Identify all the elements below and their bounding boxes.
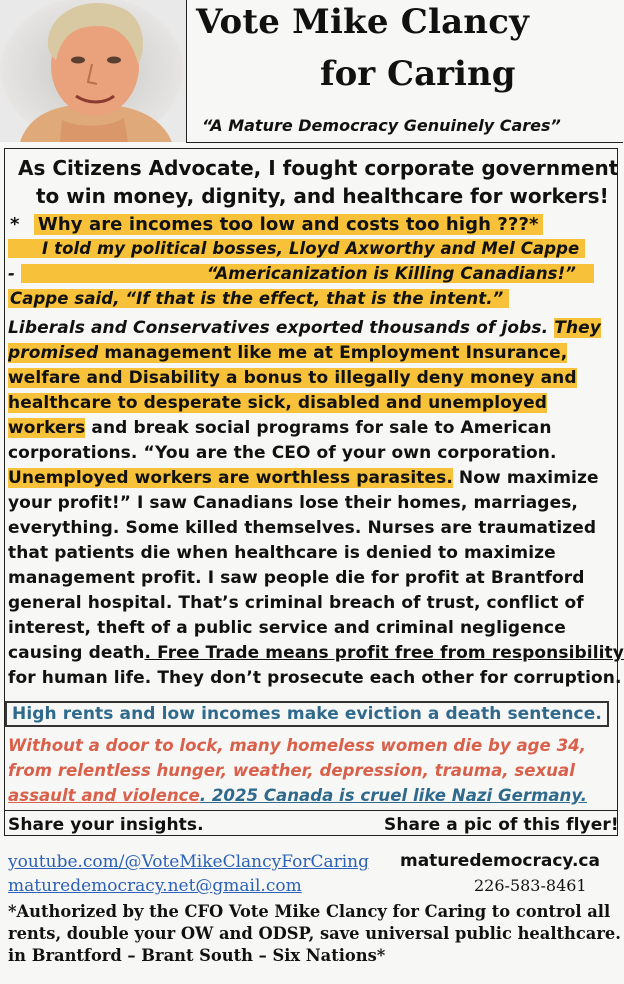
para-highlight: management like me at Employment Insurance, — [98, 343, 568, 363]
para-line-10: that patients die when healthcare is denied to maximize — [8, 543, 556, 563]
phone: 226-583-8461 — [474, 876, 587, 895]
para-highlight: Unemployed workers are worthless parasites. — [8, 468, 453, 488]
para-line-5 — [8, 418, 552, 438]
para-text: causing death — [8, 643, 145, 663]
dash: - — [8, 264, 15, 283]
slogan: “A Mature Democracy Genuinely Cares” — [202, 116, 561, 135]
title-line-2: for Caring — [320, 54, 516, 94]
para-underlined: . Free Trade means profit free from responsibility — [144, 643, 624, 663]
para-text: Liberals and Conservatives exported thousands of jobs. — [8, 318, 549, 338]
divider — [4, 810, 618, 811]
footer-line-1: *Authorized by the CFO Vote Mike Clancy for Caring to control all — [8, 902, 611, 921]
email-row — [8, 876, 302, 896]
para-line-1 — [8, 318, 601, 338]
para-line-3: welfare and Disability a bonus to illegally deny money and — [8, 368, 577, 388]
para-line-2 — [8, 343, 567, 363]
para-highlight: They — [554, 318, 601, 338]
title-line-1: Vote Mike Clancy — [196, 2, 530, 42]
youtube-row — [8, 852, 369, 872]
para-line-4: healthcare to desperate sick, disabled and unemployed — [8, 393, 547, 413]
quote-line-3: Cappe said, “If that is the effect, that is the intent.” — [8, 289, 509, 308]
headline-line-2: to win money, dignity, and healthcare for workers! — [36, 184, 609, 208]
headline-line-1: As Citizens Advocate, I fought corporate government — [18, 156, 619, 180]
candidate-photo — [0, 0, 186, 142]
para-line-13: interest, theft of a public service and criminal negligence — [8, 618, 566, 638]
para-line-6: corporations. “You are the CEO of your own corporation. — [8, 443, 557, 463]
para-line-11: management profit. I saw people die for profit at Brantford — [8, 568, 585, 588]
red-text: assault and violence — [8, 786, 200, 805]
para-text: Now maximize — [452, 468, 599, 488]
para-line-7 — [8, 468, 599, 488]
para-text: and break social programs for sale to American — [85, 418, 552, 438]
share-flyer: Share a pic of this flyer! — [384, 815, 619, 835]
red-line-1: Without a door to lock, many homeless women die by age 34, — [8, 736, 586, 755]
quote-line-1: I told my political bosses, Lloyd Axworthy and Mel Cappe — [8, 239, 585, 258]
para-line-15: for human life. They don’t prosecute each other for corruption. — [8, 668, 622, 688]
quote-text-2: “Americanization is Killing Canadians!” — [21, 264, 594, 283]
website: maturedemocracy.ca — [400, 851, 600, 871]
red-line-2: from relentless hunger, weather, depression, trauma, sexual — [8, 761, 575, 780]
para-line-8: your profit!” I saw Canadians lose their homes, marriages, — [8, 493, 578, 513]
para-line-12: general hospital. That’s criminal breach of trust, conflict of — [8, 593, 584, 613]
para-line-14 — [8, 643, 624, 663]
blue-text: . 2025 Canada is cruel like Nazi Germany. — [199, 786, 587, 805]
quote-line-2 — [8, 264, 594, 283]
youtube-link[interactable]: youtube.com/@VoteMikeClancyForCaring — [8, 852, 369, 872]
footer-line-3: in Brantford – Brant South – Six Nations* — [8, 946, 386, 965]
para-line-9: everything. Some killed themselves. Nurses are traumatized — [8, 518, 597, 538]
question-text: Why are incomes too low and costs too high ???* — [34, 214, 543, 235]
eviction-statement: High rents and low incomes make eviction a death sentence. — [8, 704, 606, 724]
footer-line-2: rents, double your OW and ODSP, save universal public healthcare. — [8, 924, 621, 943]
red-line-3 — [8, 786, 587, 805]
share-insights: Share your insights. — [8, 815, 204, 835]
question-line — [10, 214, 543, 235]
email-link[interactable]: maturedemocracy.net@gmail.com — [8, 876, 302, 896]
para-highlight: promised — [8, 343, 99, 363]
para-highlight: workers — [8, 418, 86, 438]
asterisk: * — [10, 214, 20, 235]
